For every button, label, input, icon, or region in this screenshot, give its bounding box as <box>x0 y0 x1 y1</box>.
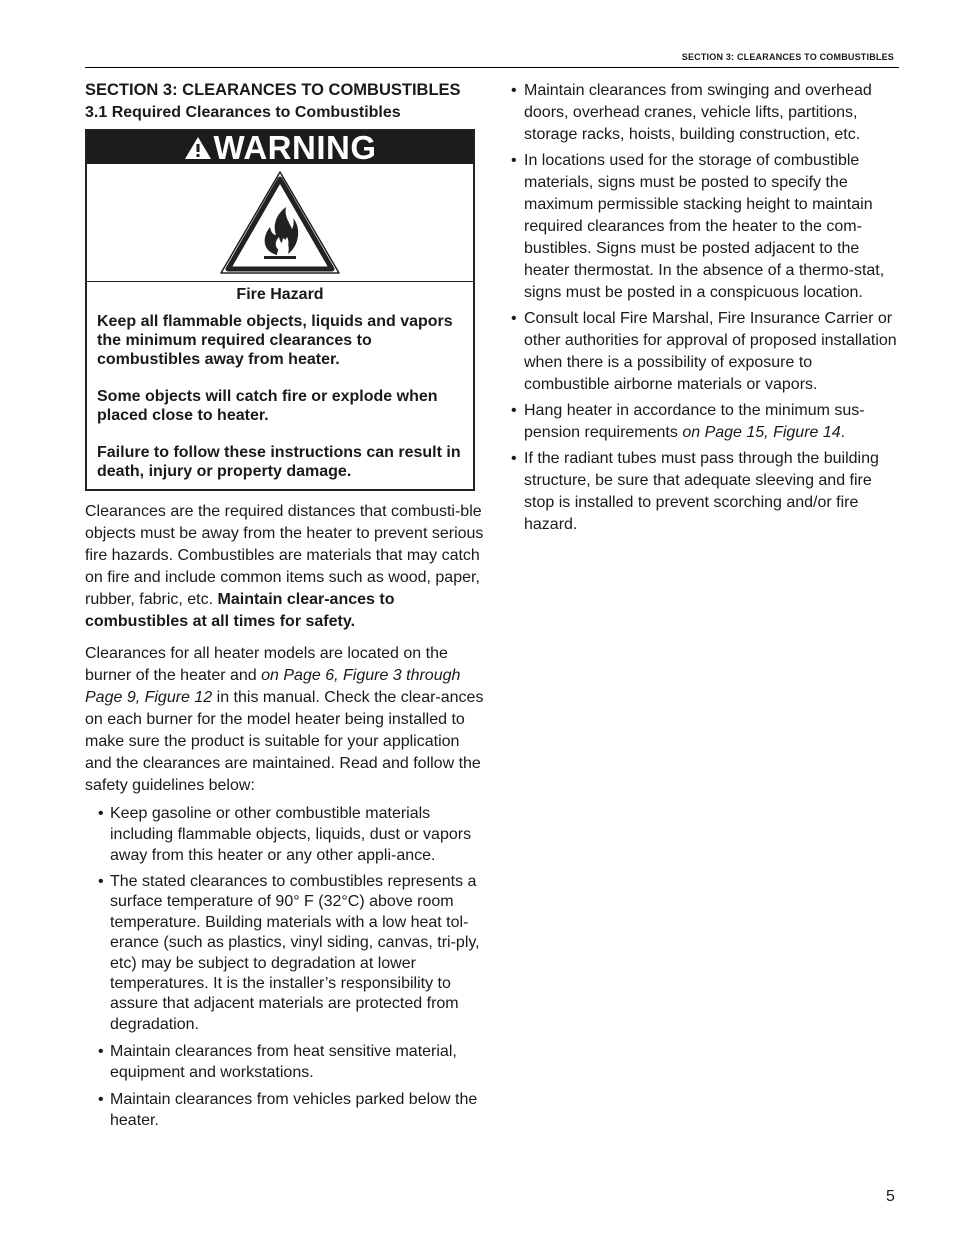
hazard-title: Fire Hazard <box>236 286 324 303</box>
safety-guidelines-list-continued <box>511 80 901 536</box>
list-item: • The stated clearances to combustibles represents a surface temperature of 90° F (32°C) above room temperature. Building materials with a low heat tol-erance (such as plastics, vinyl siding, canvas, tri-ply, etc) may be subject to degradation at lower temperatures. It is the installer’s responsibility to assure that adjacent materials are protected from degradation. <box>85 872 485 1035</box>
list-item: • In locations used for the storage of combustible materials, signs must be posted to specify the maximum permissible stacking height to maintain required clearances from the heater to the com-bustibles. Signs must be posted adjacent to the heater thermostat. In the absence of a thermo-stat, signs must be posted in a conspicuous location. <box>511 150 901 304</box>
intro-paragraph-1 <box>85 501 485 633</box>
list-item: • Consult local Fire Marshal, Fire Insurance Carrier or other authorities for approval of proposed installation when there is a possibility of exposure to combustible airborne materials or vapors. <box>511 308 901 396</box>
intro-paragraph-2 <box>85 643 485 797</box>
warning-header <box>87 128 473 166</box>
figure-reference: on Page 15, Figure 14 <box>682 424 841 441</box>
list-item: • Maintain clearances from vehicles parked below the heater. <box>85 1089 485 1131</box>
list-item: • If the radiant tubes must pass through the building structure, be sure that adequate sleeving and fire stop is installed to prevent scorching and/or fire hazard. <box>511 448 901 536</box>
warning-paragraph: Failure to follow these instructions can result in death, injury or property damage. <box>97 444 461 480</box>
list-item-text: Hang heater in accordance to the minimum sus-pension requirements <box>524 402 865 441</box>
fire-hazard-icon <box>218 169 342 277</box>
left-column <box>85 80 485 1137</box>
list-item-end: . <box>840 424 846 441</box>
running-head: SECTION 3: CLEARANCES TO COMBUSTIBLES <box>681 52 894 62</box>
warning-paragraph: Some objects will catch fire or explode when placed close to heater. <box>97 388 438 424</box>
intro-text: Clearances are the required distances that combusti-ble objects must be away from the heater to prevent serious fire hazards. Combustibles are materials that may catch on fire and include common items such as wood, paper, rubber, fabric, etc. <box>85 503 484 608</box>
intro-bold-text: Maintain clear-ances to combustibles at all times for safety. <box>85 591 395 630</box>
right-column <box>511 80 901 540</box>
warning-header-text: WARNING <box>213 128 377 166</box>
header-rule <box>85 67 899 68</box>
warning-box <box>85 129 475 491</box>
page-number: 5 <box>886 1188 895 1205</box>
safety-guidelines-list <box>85 803 485 1131</box>
figure-reference: on Page 6, Figure 3 through Page 9, Figure 12 <box>85 667 461 706</box>
subsection-title: 3.1 Required Clearances to Combustibles <box>85 104 401 121</box>
list-item <box>511 400 901 444</box>
intro-text-b: in this manual. Check the clear-ances on each burner for the model heater being installed to make sure the product is suitable for your application and the clearances are maintained. Read and follow the safety guidelines below: <box>85 689 484 794</box>
fire-hazard-symbol-area <box>87 164 473 282</box>
warning-triangle-icon <box>184 136 212 160</box>
list-item: • Maintain clearances from swinging and overhead doors, overhead cranes, vehicle lifts, partitions, storage racks, hoists, building construction, etc. <box>511 80 901 146</box>
section-title: SECTION 3: CLEARANCES TO COMBUSTIBLES <box>85 81 461 99</box>
warning-body <box>87 282 473 489</box>
list-item: • Maintain clearances from heat sensitive material, equipment and workstations. <box>85 1041 485 1083</box>
list-item: • Keep gasoline or other combustible materials including flammable objects, liquids, dust or vapors away from this heater or any other appli-ance. <box>85 803 485 866</box>
intro-text-a: Clearances for all heater models are located on the burner of the heater and <box>85 645 448 684</box>
warning-paragraph: Keep all flammable objects, liquids and vapors the minimum required clearances to combustibles away from heater. <box>97 313 453 368</box>
